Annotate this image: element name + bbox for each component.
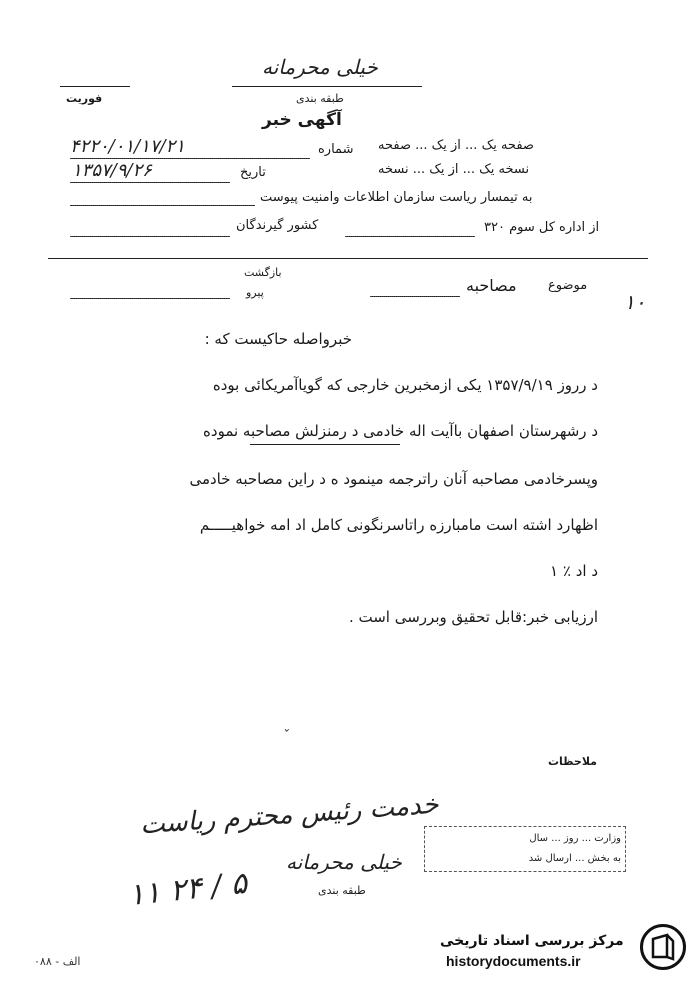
tick-mark: ˇ: [282, 728, 289, 744]
handwritten-note: خدمت رئیس محترم ریاست: [139, 789, 440, 841]
ref-following: پیرو: [246, 286, 264, 299]
date-dots: [70, 182, 230, 183]
underline-name: [250, 444, 400, 445]
priority-label: فوریت: [66, 92, 103, 105]
classification-top: خیلی محرمانه: [262, 55, 378, 79]
number-label: شماره: [318, 142, 354, 157]
subject-dots: [370, 296, 460, 297]
header-separator: [48, 258, 648, 259]
classification-label: طبقه بندی: [296, 92, 344, 105]
body-intro: خبرواصله حاکیست که :: [204, 330, 352, 348]
priority-underline: [60, 86, 130, 87]
copy-row: نسخه یک ... از یک ... نسخه: [378, 162, 530, 177]
margin-note: ۱۰: [624, 290, 646, 314]
date-label: تاریخ: [240, 165, 266, 180]
classification-bottom: خیلی محرمانه: [286, 850, 402, 874]
date-value: ۱۳۵۷/۹/۲۶: [72, 160, 152, 181]
to-row: به تیمسار ریاست سازمان اطلاعات وامنیت پیوست: [260, 190, 533, 205]
form-title: آگهی خبر: [262, 110, 342, 130]
ref-dots: [70, 298, 230, 299]
number-value: ۴۲۲۰/۰۱/۱۷/۲۱: [70, 136, 185, 157]
evaluation: ارزیابی خبر:قابل تحقیق وبررسی است .: [348, 608, 598, 626]
body-line-1: د رروز ۱۳۵۷/۹/۱۹ یکی ازمخبرین خارجی که گویاآمریکائی بوده: [212, 376, 598, 394]
recipients-row: کشور گیرندگان: [236, 218, 319, 233]
body-line-5: د اد ٪ ۱: [550, 562, 598, 580]
from-dots: [345, 236, 475, 237]
to-dots: [70, 205, 255, 206]
stamp-line-1: وزارت ... روز ... سال: [529, 833, 621, 844]
from-row: از اداره کل سوم ۳۲۰: [484, 220, 600, 235]
recipients-dots: [70, 236, 230, 237]
classification-underline: [232, 86, 422, 87]
body-line-3: وپسرخادمی مصاحبه آنان راترجمه مینمود ه د راین مصاحبه خادمی: [189, 470, 598, 488]
archive-logo-icon: [640, 924, 686, 970]
form-code: ۰۸۸ - الف: [34, 955, 81, 968]
body-line-4: اظهارد اشته است مامبارزه راتاسرنگونی کامل اد امه خواهیـــــم: [199, 516, 598, 534]
number-dots: [70, 158, 310, 159]
page-row: صفحه یک ... از یک ... صفحه: [378, 138, 534, 153]
watermark-en: historydocuments.ir: [446, 953, 581, 969]
notes-label: ملاحظات: [548, 755, 597, 768]
body-line-2: د رشهرستان اصفهان باآیت اله خادمی د رمنزلش مصاحبه نموده: [203, 422, 598, 440]
subject-value: مصاحبه: [466, 276, 517, 295]
subject-label: موضوع: [548, 278, 588, 293]
stamp-line-2: به بخش ... ارسال شد: [528, 853, 621, 864]
watermark-fa: مرکز بررسی اسناد تاریخی: [440, 933, 624, 949]
classification-label-bottom: طبقه بندی: [318, 884, 366, 897]
ref-back: بازگشت: [244, 266, 282, 279]
handwritten-number: ۱۱ ۲۴ / ۵: [126, 865, 249, 914]
receipt-stamp: [424, 826, 626, 872]
